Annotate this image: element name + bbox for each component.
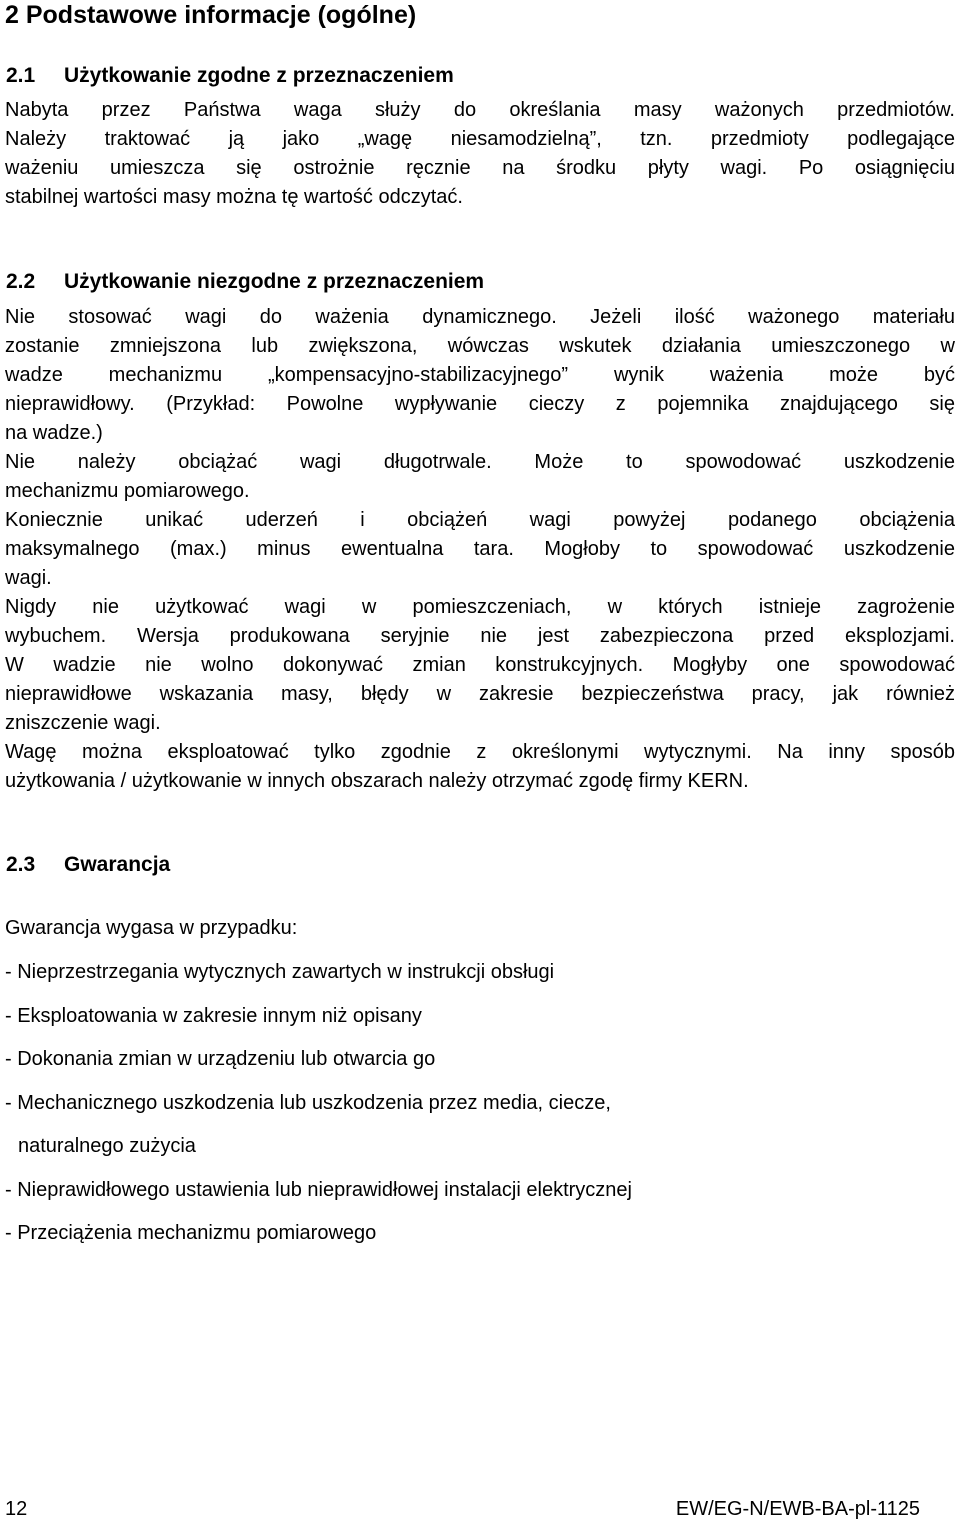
text-line: Nabyta przez Państwa waga służy do określania masy ważonych przedmiotów. xyxy=(5,99,955,121)
text-line: wagi. xyxy=(5,567,52,589)
list-item: - Mechanicznego uszkodzenia lub uszkodzenia przez media, ciecze, xyxy=(5,1092,611,1114)
text-line: mechanizmu pomiarowego. xyxy=(5,480,250,502)
text-line: Nigdy nie użytkować wagi w pomieszczeniach, w których istnieje zagrożenie xyxy=(5,596,955,618)
list-item: - Nieprzestrzegania wytycznych zawartych w instrukcji obsługi xyxy=(5,961,555,983)
text-line: Koniecznie unikać uderzeń i obciążeń wagi powyżej podanego obciążenia xyxy=(5,509,955,531)
text-line: W wadzie nie wolno dokonywać zmian konstrukcyjnych. Mogłyby one spowodować xyxy=(5,654,955,676)
text-line: wybuchem. Wersja produkowana seryjnie nie jest zabezpieczona przed eksplozjami. xyxy=(5,625,955,647)
text-line: Nie stosować wagi do ważenia dynamicznego. Jeżeli ilość ważonego materiału xyxy=(5,306,955,328)
text-line: użytkowania / użytkowanie w innych obszarach należy otrzymać zgodę firmy KERN. xyxy=(5,770,749,792)
text-line: Wagę można eksploatować tylko zgodnie z określonymi wytycznymi. Na inny sposób xyxy=(5,741,955,763)
text-line: zniszczenie wagi. xyxy=(5,712,161,734)
text-line: maksymalnego (max.) minus ewentualna tara. Mogłoby to spowodować uszkodzenie xyxy=(5,538,955,560)
text-line: stabilnej wartości masy można tę wartość odczytać. xyxy=(5,186,463,208)
warranty-intro: Gwarancja wygasa w przypadku: xyxy=(5,917,298,939)
text-line: ważeniu umieszcza się ostrożnie ręcznie na środku płyty wagi. Po osiągnięciu xyxy=(5,157,955,179)
subsection-heading-2-1 xyxy=(6,63,454,89)
subsection-heading-2-2 xyxy=(6,269,484,295)
paragraph-improper-use xyxy=(5,303,955,796)
text-line: na wadze.) xyxy=(5,422,103,444)
list-item: - Eksploatowania w zakresie innym niż opisany xyxy=(5,1005,422,1027)
subsection-number: 2.3 xyxy=(6,853,36,876)
text-line: wadze mechanizmu „kompensacyjno-stabilizacyjnego” wynik ważenia może być xyxy=(5,364,955,386)
subsection-title: Użytkowanie niezgodne z przeznaczeniem xyxy=(64,270,485,293)
subsection-title: Gwarancja xyxy=(64,853,171,876)
text-line: Nie należy obciążać wagi długotrwale. Może to spowodować uszkodzenie xyxy=(5,451,955,473)
document-code: EW/EG-N/EWB-BA-pl-1125 xyxy=(675,1498,920,1520)
subsection-number: 2.2 xyxy=(6,270,36,293)
text-line: nieprawidłowy. (Przykład: Powolne wypływanie cieczy z pojemnika znajdującego się xyxy=(5,393,955,415)
text-line: Należy traktować ją jako „wagę niesamodzielną”, tzn. przedmioty podlegające xyxy=(5,128,955,150)
section-heading: 2 Podstawowe informacje (ogólne) xyxy=(5,1,417,29)
paragraph-intended-use xyxy=(5,96,955,212)
text-line: nieprawidłowe wskazania masy, błędy w zakresie bezpieczeństwa pracy, jak również xyxy=(5,683,955,705)
subsection-heading-2-3 xyxy=(6,852,170,878)
page-number: 12 xyxy=(5,1498,28,1520)
list-item: - Dokonania zmian w urządzeniu lub otwarcia go xyxy=(5,1048,436,1070)
subsection-title: Użytkowanie zgodne z przeznaczeniem xyxy=(64,64,454,87)
text-line: zostanie zmniejszona lub zwiększona, wówczas wskutek działania umieszczonego w xyxy=(5,335,955,357)
list-item: - Nieprawidłowego ustawienia lub nieprawidłowej instalacji elektrycznej xyxy=(5,1179,632,1201)
list-item: - Przeciążenia mechanizmu pomiarowego xyxy=(5,1222,377,1244)
list-item-continuation: naturalnego zużycia xyxy=(18,1135,196,1157)
subsection-number: 2.1 xyxy=(6,64,36,87)
